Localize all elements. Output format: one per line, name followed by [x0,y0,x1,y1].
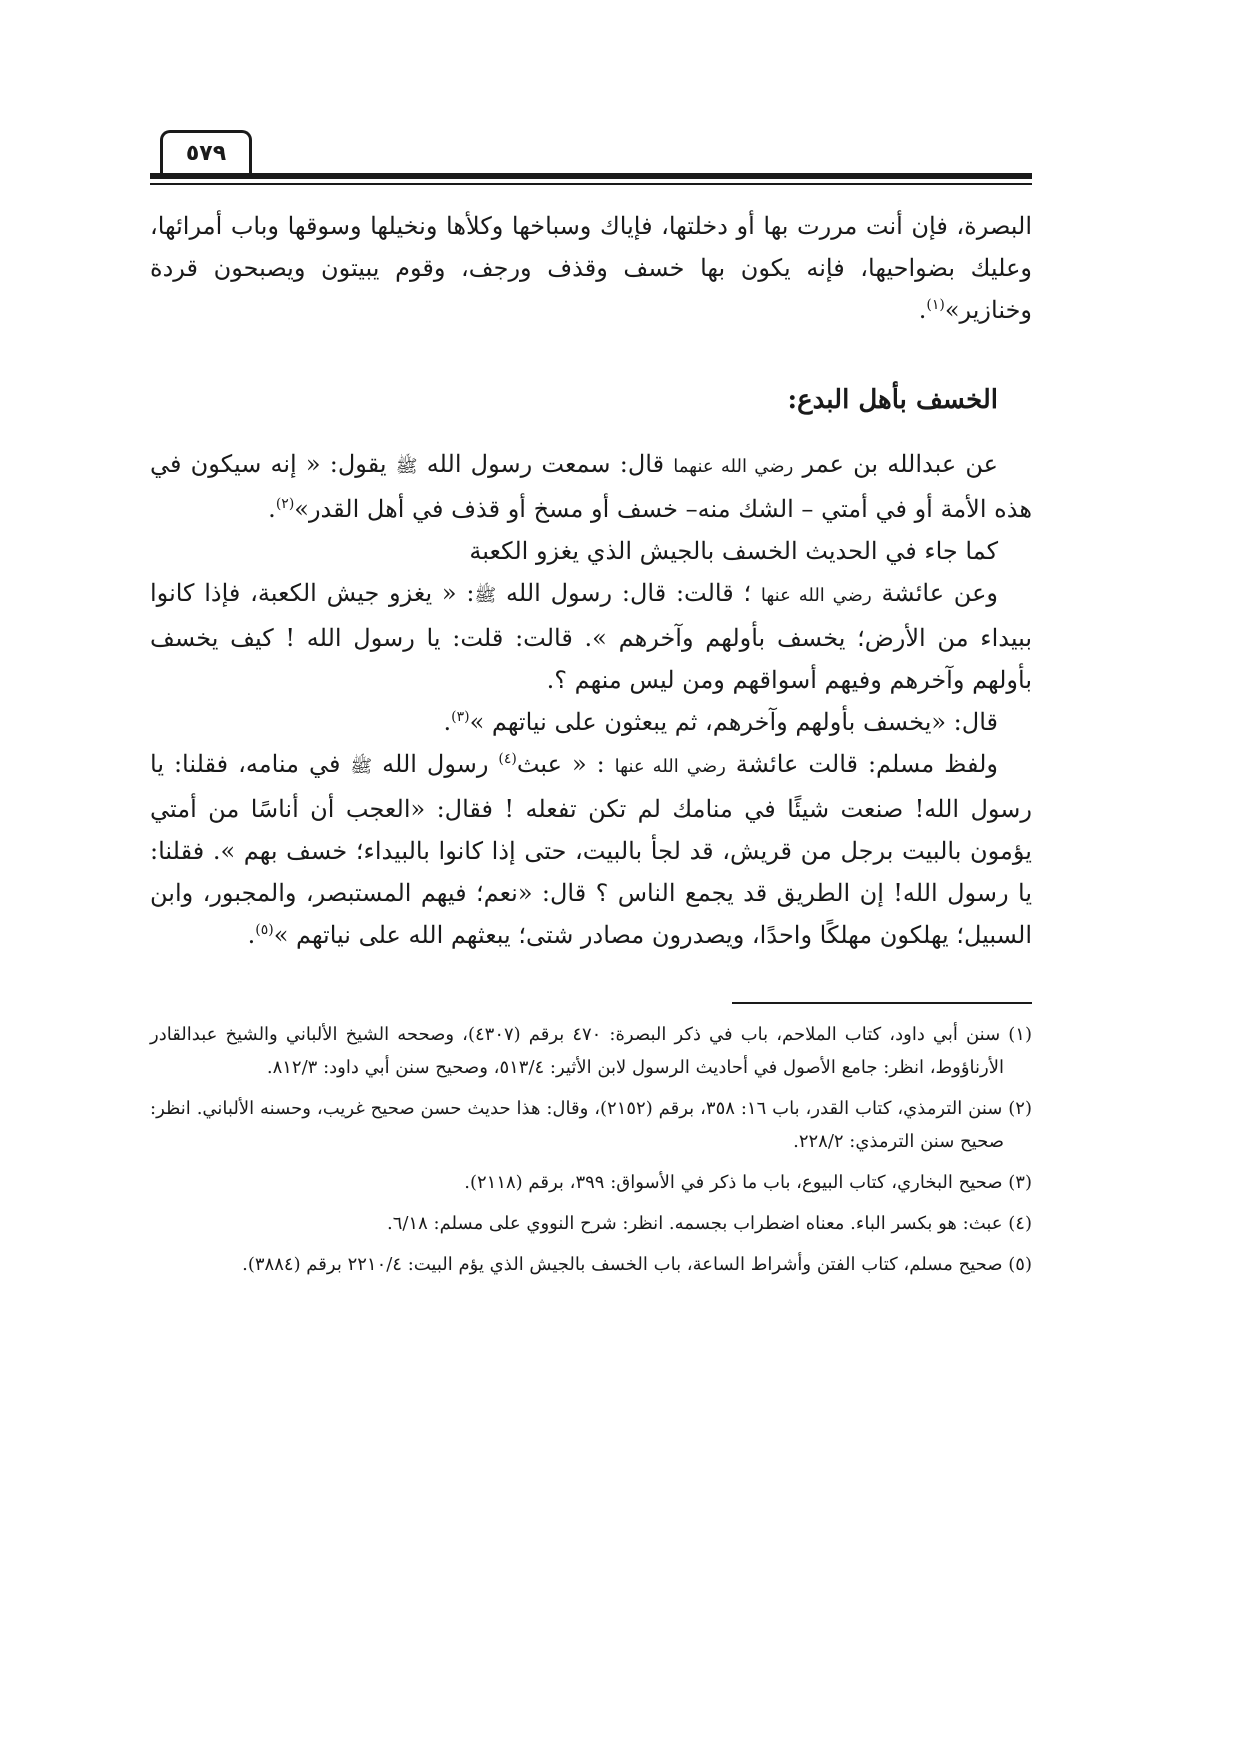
paragraph-text: في منامه، فقلنا: يا رسول الله! صنعت شيئًا في منامك لم تكن تفعله ! فقال: «العجب أن أناسًا من أمتي يؤمون بالبيت برجل من قريش، قد لجأ بالبيت، حتى إذا كانوا بالبيداء؛ خسف بهم ». فقلنا: يا رسول الله! إن الطريق قد يجمع الناس ؟ قال: «نعم؛ فيهم المستبصر، والمجبور، وابن السبيل؛ يهلكون مهلكًا واحدًا، ويصدرون مصادر شتى؛ يبعثهم الله على نياتهم » [150,750,1032,949]
paragraph-text: ؛ قالت: قال: رسول الله [506,579,752,607]
footnote-ref-5: (٥) [255,922,274,938]
paragraph-ibn-umar [150,443,1032,530]
footnote-ref-1: (١) [926,297,945,313]
paragraph-muslim [150,743,1032,956]
honorific: رضي الله عنها [614,756,726,777]
main-text [150,205,1032,956]
paragraph-aisha [150,572,1032,701]
footnotes [150,1018,1032,1289]
footnote-ref-4: (٤) [498,751,517,767]
honorific-pbuh: ﷺ [395,456,418,477]
footnote-2: (٢) سنن الترمذي، كتاب القدر، باب ١٦: ٣٥٨، برقم (٢١٥٢)، وقال: هذا حديث حسن صحيح غريب، وحسنه الألباني. انظر: صحيح سنن الترمذي: ٢٢٨/٢. [150,1098,1032,1152]
paragraph-text: عن عبدالله بن عمر [802,450,998,478]
paragraph-end: . [918,296,927,324]
footnote-5: (٥) صحيح مسلم، كتاب الفتن وأشراط الساعة، باب الخسف بالجيش الذي يؤم البيت: ٢٢١٠/٤ برقم (٣٨٨٤). [242,1254,1032,1275]
header-rule-thin [150,183,1032,185]
honorific: رضي الله عنها [760,585,872,606]
paragraph-text: قال: «يخسف بأولهم وآخرهم، ثم يبعثون على نياتهم » [469,708,998,736]
paragraph-end: . [443,708,452,736]
honorific-pbuh: ﷺ [474,585,497,606]
paragraph-text: البصرة، فإن أنت مررت بها أو دخلتها، فإياك وسباخها وكلأها ونخيلها وسوقها وباب أمرائها، وعليك بضواحيها، فإنه يكون بها خسف وقذف ورجف، وقوم يبيتون ويصبحون قردة وخنازير» [150,212,1032,324]
page-number: ٥٧٩ [160,130,252,173]
paragraph-basra [150,205,1032,331]
paragraph-text: وعن عائشة [881,579,998,607]
honorific-pbuh: ﷺ [350,756,373,777]
paragraph-text: ولفظ مسلم: قالت عائشة [735,750,998,778]
paragraph-text: قال: سمعت رسول الله [426,450,665,478]
section-title: الخسف بأهل البدع: [787,385,998,415]
footnote-ref-2: (٢) [275,496,295,512]
page-header [150,130,1032,200]
paragraph-end: . [247,921,256,949]
paragraph-text: : « يغزو جيش الكعبة، فإذا كانوا ببيداء من الأرض؛ يخسف بأولهم وآخرهم ». قالت: قلت: يا رسول الله ! كيف يخسف بأولهم وآخرهم وفيهم أسواقهم ومن ليس منهم ؟. [150,579,1032,694]
footnote-1: (١) سنن أبي داود، كتاب الملاحم، باب في ذكر البصرة: ٤٧٠ برقم (٤٣٠٧)، وصححه الشيخ الألباني والشيخ عبدالقادر الأرناؤوط، انظر: جامع الأصول في أحاديث الرسول لابن الأثير: ٥١٣/٤، وصحيح سنن أبي داود: ٨١٢/٣. [150,1024,1032,1078]
paragraph-text: يقول: « إنه سيكون في هذه الأمة أو في أمتي – الشك منه– خسف أو مسخ أو قذف في أهل القدر» [150,450,1032,523]
honorific: رضي الله عنهما [673,456,794,477]
header-rule-thick [150,173,1032,179]
footnote-3: (٣) صحيح البخاري، كتاب البيوع، باب ما ذكر في الأسواق: ٣٩٩، برقم (٢١١٨). [464,1172,1032,1193]
paragraph-army-intro: كما جاء في الحديث الخسف بالجيش الذي يغزو الكعبة [469,537,998,565]
paragraph-text: رسول الله [382,750,489,778]
paragraph-end: . [268,495,276,523]
paragraph-text: : « عبث [516,750,605,778]
footnote-ref-3: (٣) [451,709,470,725]
paragraph-answer [150,701,1032,743]
footnote-divider [732,1002,1032,1004]
footnote-4: (٤) عبث: هو بكسر الباء. معناه اضطراب بجسمه. انظر: شرح النووي على مسلم: ٦/١٨. [386,1213,1032,1234]
